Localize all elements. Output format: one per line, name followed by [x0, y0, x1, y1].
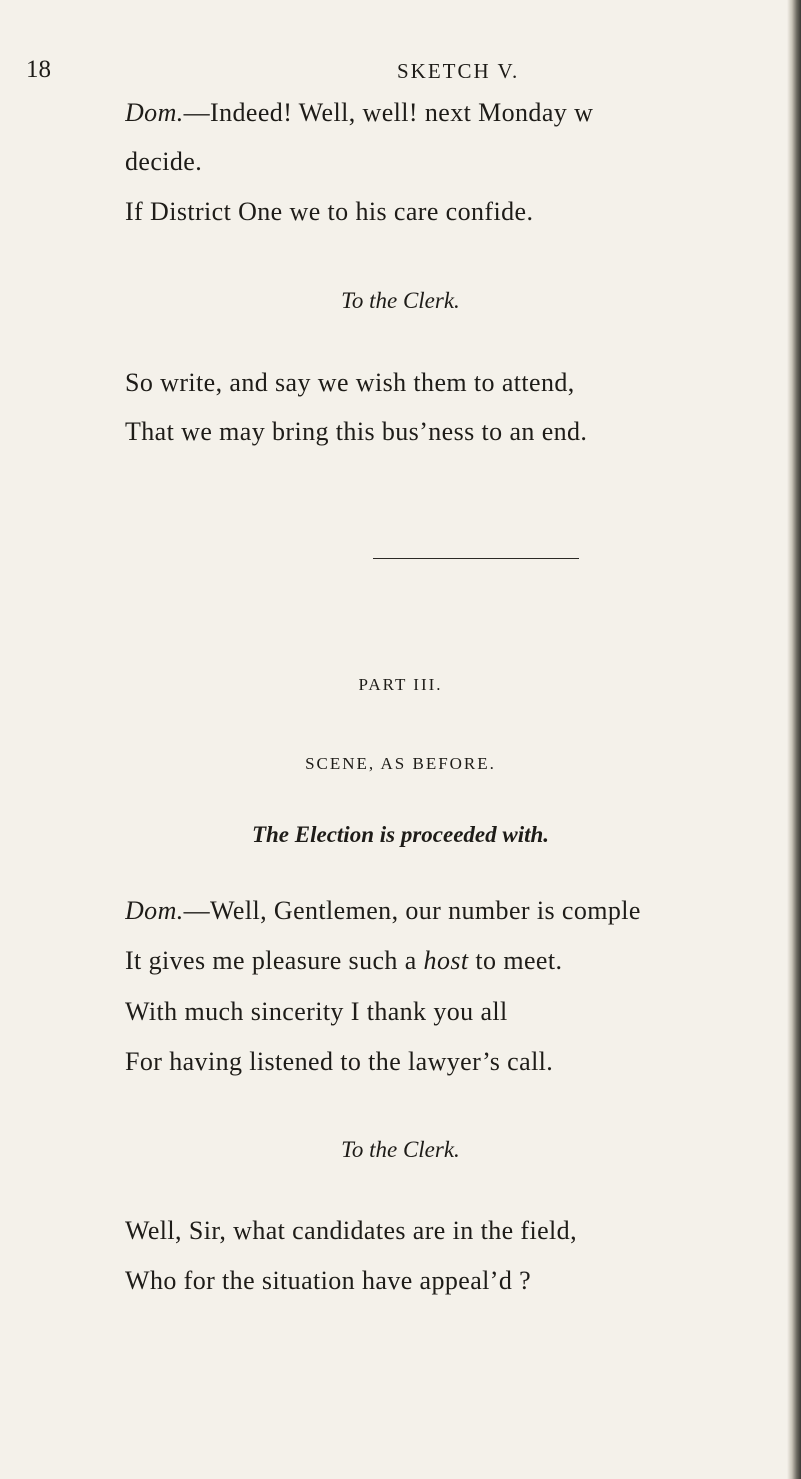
verse-line [125, 97, 787, 129]
verse-line: decide. [125, 147, 203, 176]
verse-text: to meet. [468, 946, 563, 975]
verse-line: That we may bring this bus’ness to an end. [125, 417, 588, 446]
verse-text: —Well, Gentlemen, our number is comple [183, 896, 641, 925]
verse-line: Well, Sir, what candidates are in the field, [125, 1216, 577, 1245]
verse-line: So write, and say we wish them to attend, [125, 368, 575, 397]
page-number: 18 [26, 56, 51, 83]
emphasized-word: host [423, 946, 469, 975]
page-gutter-shadow [787, 0, 801, 1479]
speaker-name: Dom. [125, 896, 184, 925]
section-divider [373, 558, 579, 559]
verse-line [125, 945, 562, 977]
verse-line [125, 895, 787, 927]
stage-direction: The Election is proceeded with. [251, 822, 550, 847]
stage-direction: To the Clerk. [341, 288, 460, 313]
verse-line: With much sincerity I thank you all [125, 997, 508, 1026]
running-header: SKETCH V. [397, 59, 520, 83]
verse-text: It gives me pleasure such a [125, 946, 424, 975]
verse-line: If District One we to his care confide. [125, 197, 534, 226]
scene-heading: SCENE, AS BEFORE. [305, 754, 496, 773]
part-heading: PART III. [358, 675, 443, 694]
verse-line: Who for the situation have appeal’d ? [125, 1266, 532, 1295]
speaker-name: Dom. [125, 98, 184, 127]
stage-direction: To the Clerk. [341, 1137, 460, 1162]
verse-text: —Indeed! Well, well! next Monday w [183, 98, 594, 127]
verse-line: For having listened to the lawyer’s call. [125, 1047, 554, 1076]
